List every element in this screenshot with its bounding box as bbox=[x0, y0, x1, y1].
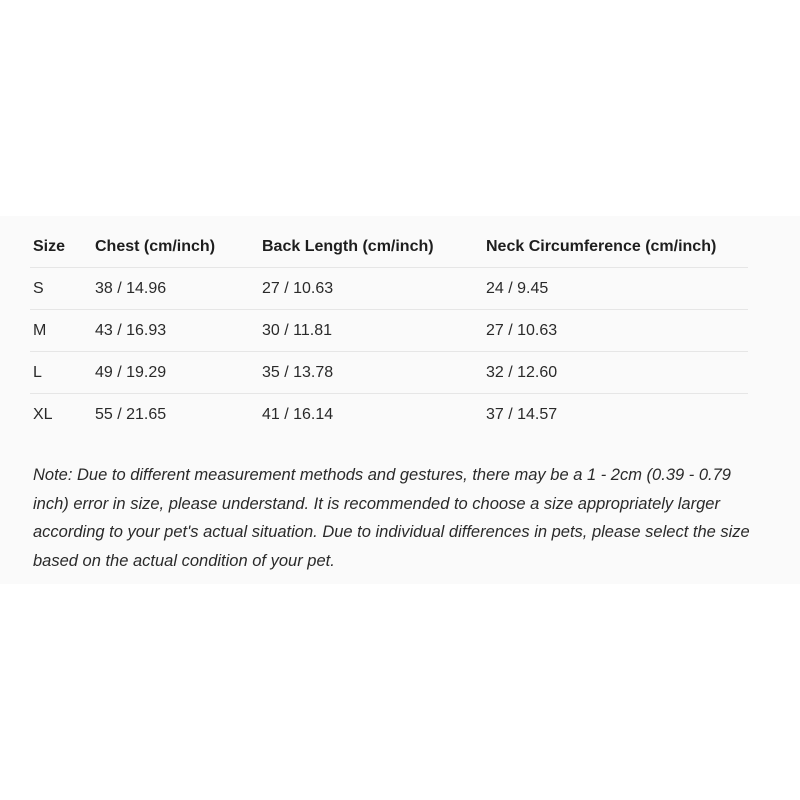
cell-size: S bbox=[30, 268, 92, 310]
header-size: Size bbox=[30, 226, 92, 268]
cell-size: XL bbox=[33, 405, 53, 423]
cell-neck-circumference: 37 / 14.57 bbox=[486, 405, 558, 423]
cell-chest: 49 / 19.29 bbox=[92, 352, 259, 394]
cell-neck-circumference: 32 / 12.60 bbox=[483, 352, 748, 394]
cell-back-length: 41 / 16.14 bbox=[262, 405, 334, 423]
table-header-row bbox=[30, 226, 748, 268]
cell-neck-circumference: 24 / 9.45 bbox=[483, 268, 748, 310]
cell-back-length: 35 / 13.78 bbox=[259, 352, 483, 394]
header-chest: Chest (cm/inch) bbox=[92, 226, 259, 268]
header-back-length: Back Length (cm/inch) bbox=[259, 226, 483, 268]
cell-back-length: 30 / 11.81 bbox=[259, 310, 483, 352]
cell-chest: 55 / 21.65 bbox=[95, 405, 167, 423]
cell-size: M bbox=[30, 310, 92, 352]
table-row bbox=[30, 352, 748, 394]
header-neck-circumference: Neck Circumference (cm/inch) bbox=[483, 226, 748, 268]
cell-size: L bbox=[30, 352, 92, 394]
table-row bbox=[30, 310, 748, 352]
size-chart-table bbox=[30, 226, 748, 435]
size-chart-panel bbox=[0, 216, 800, 584]
table-row bbox=[30, 394, 748, 436]
cell-chest: 43 / 16.93 bbox=[92, 310, 259, 352]
table-row bbox=[30, 268, 748, 310]
sizing-note: Note: Due to different measurement methods and gestures, there may be a 1 - 2cm (0.39 - 0.79 inch) error in size, please understand. It is recommended to choose a size appropriately larger according to your pet's actual situation. Due to individual differences in pets, please select the size based on the actual condition of your pet. bbox=[33, 466, 750, 570]
cell-back-length: 27 / 10.63 bbox=[259, 268, 483, 310]
cell-chest: 38 / 14.96 bbox=[92, 268, 259, 310]
cell-neck-circumference: 27 / 10.63 bbox=[483, 310, 748, 352]
